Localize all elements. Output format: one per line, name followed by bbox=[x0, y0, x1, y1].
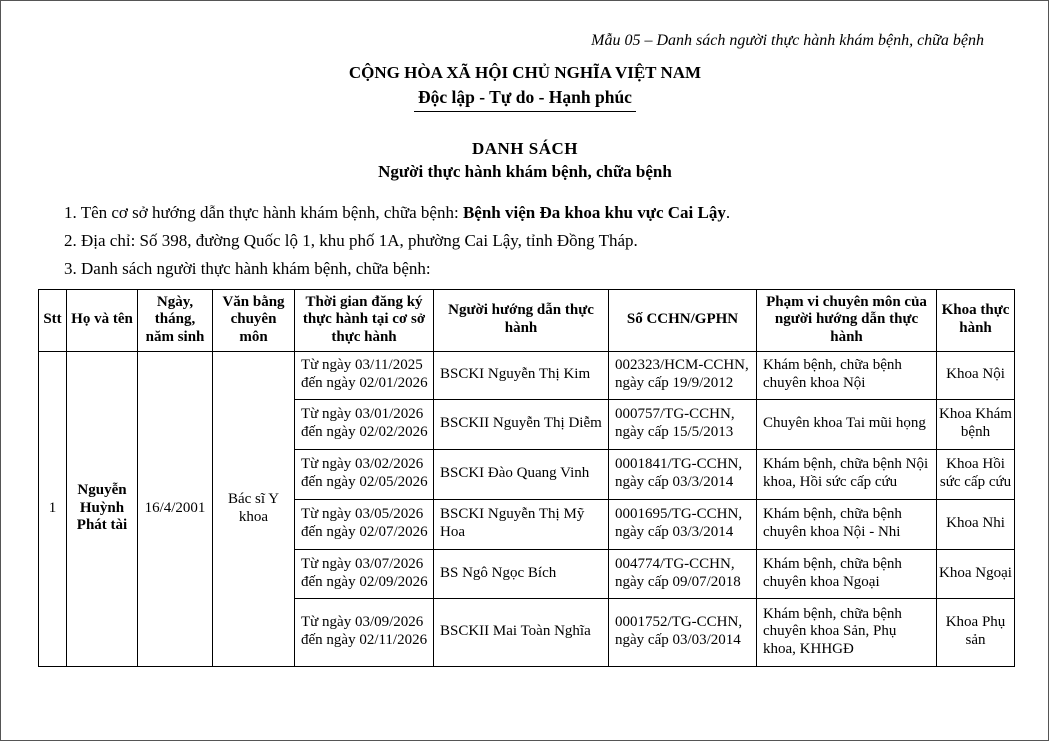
national-header bbox=[38, 63, 1012, 112]
header-scope: Phạm vi chuyên môn của người hướng dẫn thực hành bbox=[757, 289, 937, 351]
header-cchn: Số CCHN/GPHN bbox=[609, 289, 757, 351]
intro-section bbox=[38, 204, 1012, 279]
header-period: Thời gian đăng ký thực hành tại cơ sở thực hành bbox=[295, 289, 434, 351]
period-cell: Từ ngày 03/02/2026 đến ngày 02/05/2026 bbox=[295, 449, 434, 499]
department-cell: Khoa Phụ sản bbox=[937, 598, 1015, 666]
cchn-cell: 0001841/TG-CCHN, ngày cấp 03/3/2014 bbox=[609, 449, 757, 499]
intro-item-list-label: 3. Danh sách người thực hành khám bệnh, chữa bệnh: bbox=[64, 259, 431, 279]
header-mentor: Người hướng dẫn thực hành bbox=[434, 289, 609, 351]
facility-suffix: . bbox=[725, 203, 731, 222]
person-name-cell: Nguyễn Huỳnh Phát tài bbox=[67, 351, 138, 666]
mentor-cell: BSCKI Đào Quang Vinh bbox=[434, 449, 609, 499]
header-dob: Ngày, tháng, năm sinh bbox=[138, 289, 213, 351]
scope-cell: Khám bệnh, chữa bệnh chuyên khoa Nội - Nhi bbox=[757, 499, 937, 549]
practitioners-table bbox=[38, 289, 1015, 667]
mentor-cell: BSCKI Nguyễn Thị Kim bbox=[434, 351, 609, 399]
intro-item-address: 2. Địa chỉ: Số 398, đường Quốc lộ 1, khu phố 1A, phường Cai Lậy, tỉnh Đồng Tháp. bbox=[64, 231, 638, 251]
header-degree: Văn bằng chuyên môn bbox=[213, 289, 295, 351]
national-motto-line2: Độc lập - Tự do - Hạnh phúc bbox=[414, 87, 636, 112]
mentor-cell: BSCKII Nguyễn Thị Diễm bbox=[434, 399, 609, 449]
department-cell: Khoa Nhi bbox=[937, 499, 1015, 549]
scope-cell: Khám bệnh, chữa bệnh Nội khoa, Hồi sức cấp cứu bbox=[757, 449, 937, 499]
mentor-cell: BSCKII Mai Toàn Nghĩa bbox=[434, 598, 609, 666]
degree-cell: Bác sĩ Y khoa bbox=[213, 351, 295, 666]
mentor-cell: BS Ngô Ngọc Bích bbox=[434, 549, 609, 598]
period-cell: Từ ngày 03/01/2026 đến ngày 02/02/2026 bbox=[295, 399, 434, 449]
cchn-cell: 0001695/TG-CCHN, ngày cấp 03/3/2014 bbox=[609, 499, 757, 549]
facility-name: Bệnh viện Đa khoa khu vực Cai Lậy bbox=[462, 203, 726, 222]
scope-cell: Khám bệnh, chữa bệnh chuyên khoa Sản, Phụ khoa, KHHGĐ bbox=[757, 598, 937, 666]
department-cell: Khoa Nội bbox=[937, 351, 1015, 399]
document-title-main: DANH SÁCH bbox=[471, 139, 579, 158]
header-department: Khoa thực hành bbox=[937, 289, 1015, 351]
scope-cell: Khám bệnh, chữa bệnh chuyên khoa Ngoại bbox=[757, 549, 937, 598]
form-number-label: Mẫu 05 – Danh sách người thực hành khám bệnh, chữa bệnh bbox=[591, 32, 984, 49]
intro-item-facility bbox=[38, 204, 1012, 222]
cchn-cell: 0001752/TG-CCHN, ngày cấp 03/03/2014 bbox=[609, 598, 757, 666]
period-cell: Từ ngày 03/09/2026 đến ngày 02/11/2026 bbox=[295, 598, 434, 666]
scope-cell: Chuyên khoa Tai mũi họng bbox=[757, 399, 937, 449]
mentor-cell: BSCKI Nguyễn Thị Mỹ Hoa bbox=[434, 499, 609, 549]
department-cell: Khoa Ngoại bbox=[937, 549, 1015, 598]
national-motto-line1: CỘNG HÒA XÃ HỘI CHỦ NGHĨA VIỆT NAM bbox=[348, 63, 702, 82]
dob-cell: 16/4/2001 bbox=[138, 351, 213, 666]
period-cell: Từ ngày 03/07/2026 đến ngày 02/09/2026 bbox=[295, 549, 434, 598]
department-cell: Khoa Khám bệnh bbox=[937, 399, 1015, 449]
document-title bbox=[38, 139, 1012, 182]
department-cell: Khoa Hồi sức cấp cứu bbox=[937, 449, 1015, 499]
table-header-row bbox=[39, 289, 1015, 351]
period-cell: Từ ngày 03/11/2025 đến ngày 02/01/2026 bbox=[295, 351, 434, 399]
cchn-cell: 002323/HCM-CCHN, ngày cấp 19/9/2012 bbox=[609, 351, 757, 399]
header-stt: Stt bbox=[39, 289, 67, 351]
scope-cell: Khám bệnh, chữa bệnh chuyên khoa Nội bbox=[757, 351, 937, 399]
period-cell: Từ ngày 03/05/2026 đến ngày 02/07/2026 bbox=[295, 499, 434, 549]
stt-cell: 1 bbox=[39, 351, 67, 666]
header-name: Họ và tên bbox=[67, 289, 138, 351]
cchn-cell: 004774/TG-CCHN, ngày cấp 09/07/2018 bbox=[609, 549, 757, 598]
document-title-sub: Người thực hành khám bệnh, chữa bệnh bbox=[378, 162, 672, 181]
cchn-cell: 000757/TG-CCHN, ngày cấp 15/5/2013 bbox=[609, 399, 757, 449]
practice-row bbox=[39, 351, 1015, 399]
facility-label: 1. Tên cơ sở hướng dẫn thực hành khám bệnh, chữa bệnh: bbox=[64, 203, 463, 222]
